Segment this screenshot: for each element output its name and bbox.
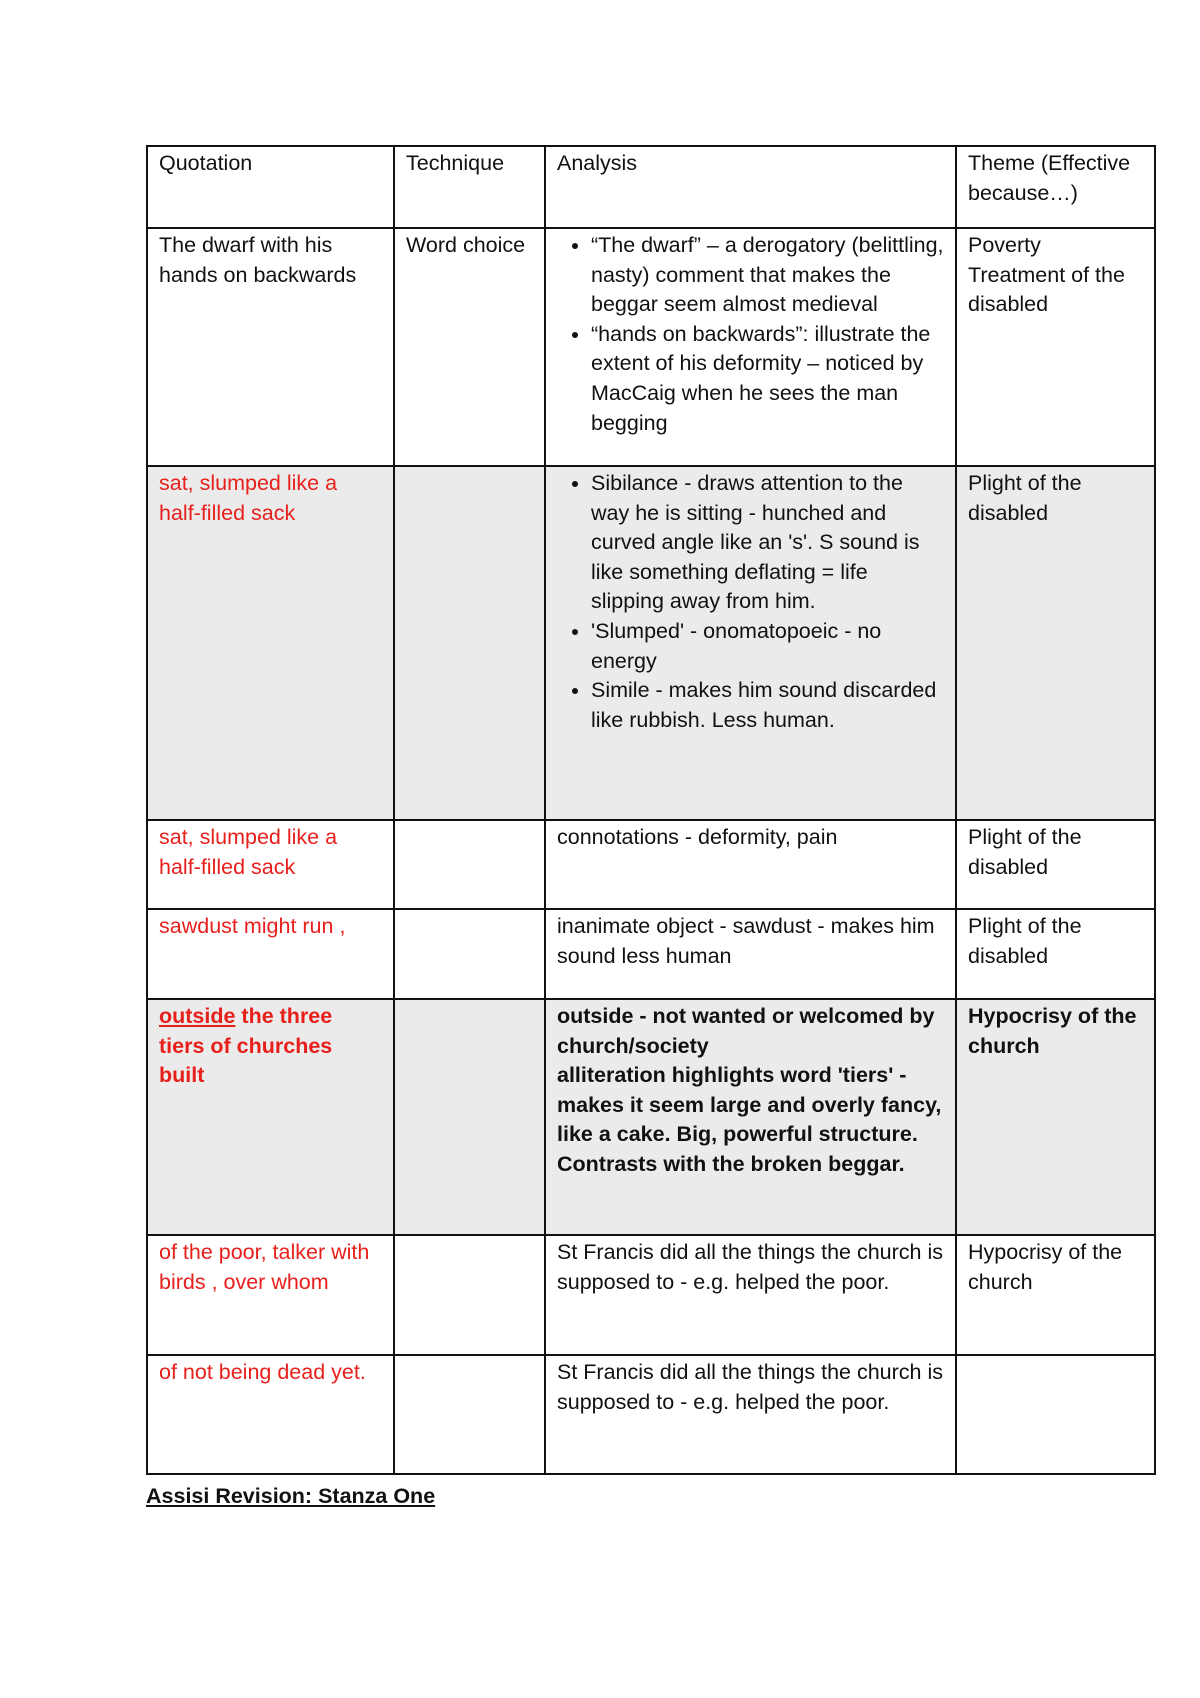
quotation-cell: The dwarf with his hands on backwards xyxy=(147,228,394,466)
quotation-underlined: outside xyxy=(159,1004,236,1028)
revision-table xyxy=(146,145,1156,1475)
list-item: • Sibilance - draws attention to the way he is sitting - hunched and curved angle like an 's'. S sound is like something deflating = life slipping away from him. xyxy=(591,469,945,617)
table-row xyxy=(147,228,1155,466)
quotation-cell: of not being dead yet. xyxy=(147,1355,394,1474)
table-row xyxy=(147,466,1155,820)
quotation-rest: the three tiers of churches built xyxy=(159,1004,333,1088)
analysis-cell xyxy=(545,999,956,1235)
header-row xyxy=(147,146,1155,228)
list-item: • “The dwarf” – a derogatory (belittling, nasty) comment that makes the beggar seem almost medieval xyxy=(591,231,945,320)
table-row xyxy=(147,1355,1155,1474)
header-theme: Theme (Effective because…) xyxy=(956,146,1155,228)
theme-cell: Hypocrisy of the church xyxy=(956,999,1155,1235)
technique-cell xyxy=(394,1355,545,1474)
technique-cell xyxy=(394,909,545,999)
list-item: • 'Slumped' - onomatopoeic - no energy xyxy=(591,617,945,676)
theme-cell xyxy=(956,1355,1155,1474)
analysis-line: alliteration highlights word 'tiers' - makes it seem large and overly fancy, like a cake. Big, powerful structure. Contrasts with the broken beggar. xyxy=(557,1063,942,1176)
technique-cell xyxy=(394,999,545,1235)
header-technique: Technique xyxy=(394,146,545,228)
analysis-cell xyxy=(545,228,956,466)
theme-line: Treatment of the disabled xyxy=(968,262,1125,317)
analysis-list xyxy=(557,231,945,438)
analysis-cell: connotations - deformity, pain xyxy=(545,820,956,909)
quotation-cell: sawdust might run , xyxy=(147,909,394,999)
technique-cell: Word choice xyxy=(394,228,545,466)
header-analysis: Analysis xyxy=(545,146,956,228)
table-row xyxy=(147,909,1155,999)
list-item: • Simile - makes him sound discarded like rubbish. Less human. xyxy=(591,676,945,735)
theme-cell: Plight of the disabled xyxy=(956,909,1155,999)
table-row xyxy=(147,1235,1155,1355)
analysis-cell: St Francis did all the things the church is supposed to - e.g. helped the poor. xyxy=(545,1235,956,1355)
analysis-cell: inanimate object - sawdust - makes him sound less human xyxy=(545,909,956,999)
analysis-cell xyxy=(545,466,956,820)
theme-line: Poverty xyxy=(968,233,1041,257)
quotation-cell: of the poor, talker with birds , over whom xyxy=(147,1235,394,1355)
theme-cell: Hypocrisy of the church xyxy=(956,1235,1155,1355)
technique-cell xyxy=(394,820,545,909)
table-row xyxy=(147,999,1155,1235)
quotation-cell xyxy=(147,999,394,1235)
theme-cell xyxy=(956,228,1155,466)
analysis-cell: St Francis did all the things the church is supposed to - e.g. helped the poor. xyxy=(545,1355,956,1474)
technique-cell xyxy=(394,466,545,820)
table-row xyxy=(147,820,1155,909)
header-quotation: Quotation xyxy=(147,146,394,228)
analysis-line: outside - not wanted or welcomed by church/society xyxy=(557,1004,935,1058)
theme-cell: Plight of the disabled xyxy=(956,466,1155,820)
technique-cell xyxy=(394,1235,545,1355)
analysis-list xyxy=(557,469,945,735)
quotation-cell: sat, slumped like a half-filled sack xyxy=(147,466,394,820)
quotation-cell: sat, slumped like a half-filled sack xyxy=(147,820,394,909)
theme-cell: Plight of the disabled xyxy=(956,820,1155,909)
page-title: Assisi Revision: Stanza One xyxy=(146,1484,436,1508)
list-item: • “hands on backwards”: illustrate the extent of his deformity – noticed by MacCaig when he sees the man begging xyxy=(591,320,945,438)
